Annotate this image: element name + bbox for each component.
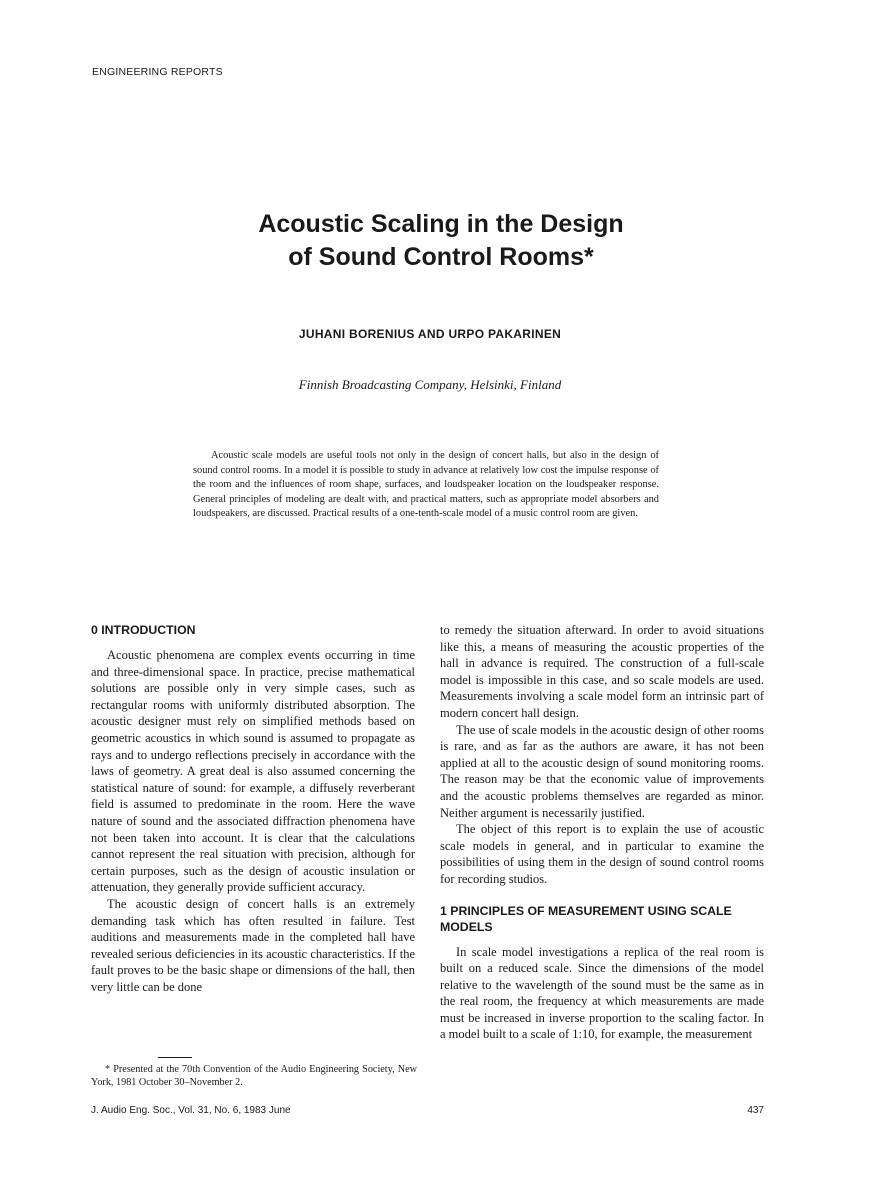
abstract: Acoustic scale models are useful tools not only in the design of concert halls, but also in the design of sound control rooms. In a model it is possible to study in advance at relatively low cost the impulse response of the room and the influences of room shape, surfaces, and loudspeaker location on the loudspeaker response. General principles of modeling are dealt with, and practical matters, such as appropriate model absorbers and loudspeakers, are discussed. Practical results of a one-tenth-scale model of a music control room are given. [193,450,659,520]
journal-citation: J. Audio Eng. Soc., Vol. 31, No. 6, 1983 June [91,1105,291,1116]
paragraph: The object of this report is to explain the use of acoustic scale models in general, and in particular to examine the possibilities of using them in the design of sound control rooms for recording studios. [440,822,764,886]
body-column-left [91,622,415,995]
article-title [0,208,882,274]
footnote: * Presented at the 70th Convention of the Audio Engineering Society, New York, 1981 October 30–November 2. [91,1064,417,1088]
paragraph: The acoustic design of concert halls is an extremely demanding task which has often resulted in failure. Test auditions and measurements made in the completed hall have revealed serious deficiencies in its acoustic characteristics. If the fault proves to be the basic shape or dimensions of the hall, then very little can be done [91,896,415,994]
affiliation: Finnish Broadcasting Company, Helsinki, Finland [298,377,562,392]
section-heading-introduction: 0 INTRODUCTION [91,623,196,637]
title-line-1: Acoustic Scaling in the Design [258,210,624,238]
authors: JUHANI BORENIUS AND URPO PAKARINEN [298,327,562,341]
body-column-right [440,622,764,1043]
title-line-2: of Sound Control Rooms* [288,243,594,271]
page-number: 437 [747,1105,764,1116]
section-heading-principles: 1 PRINCIPLES OF MEASUREMENT USING SCALE MODELS [440,903,732,934]
paragraph: In scale model investigations a replica of the real room is built on a reduced scale. Since the dimensions of the model relative to the wavelength of the sound must be the same as in the real room, the frequency at which measurements are made must be increased in inverse proportion to the scaling factor. In a model built to a scale of 1:10, for example, the measurement [440,944,764,1042]
footnote-divider [158,1057,192,1058]
paragraph: Acoustic phenomena are complex events occurring in time and three-dimensional space. In practice, precise mathematical solutions are possible only in very simple cases, such as rectangular rooms with uniformly distributed absorption. The acoustic designer must rely on simplified methods based on geometric acoustics in which sound is assumed to propagate as rays and to undergo reflections precisely in accordance with the laws of geometry. A great deal is also assumed concerning the statistical nature of sound: for example, a diffusely reverberant field is assumed to predominate in the room. Here the wave nature of sound and the associated diffraction phenomena have not been taken into account. It is clear that the calculations cannot represent the real situation with precision, although for certain purposes, such as the design of acoustic insulation or attenuation, they generally provide sufficient accuracy. [91,648,415,895]
paragraph: The use of scale models in the acoustic design of other rooms is rare, and as far as the authors are aware, it has not been applied at all to the acoustic design of sound monitoring rooms. The reason may be that the economic value of improvements and the acoustic problems themselves are regarded as minor. Neither argument is necessarily justified. [440,722,764,820]
running-header: ENGINEERING REPORTS [92,66,223,78]
paragraph-continued: to remedy the situation afterward. In order to avoid situations like this, a means of measuring the acoustic properties of the hall in advance is required. The construction of a full-scale model is impossible in this case, and so scale models are used. Measurements involving a scale model form an intrinsic part of modern concert hall design. [440,623,764,720]
